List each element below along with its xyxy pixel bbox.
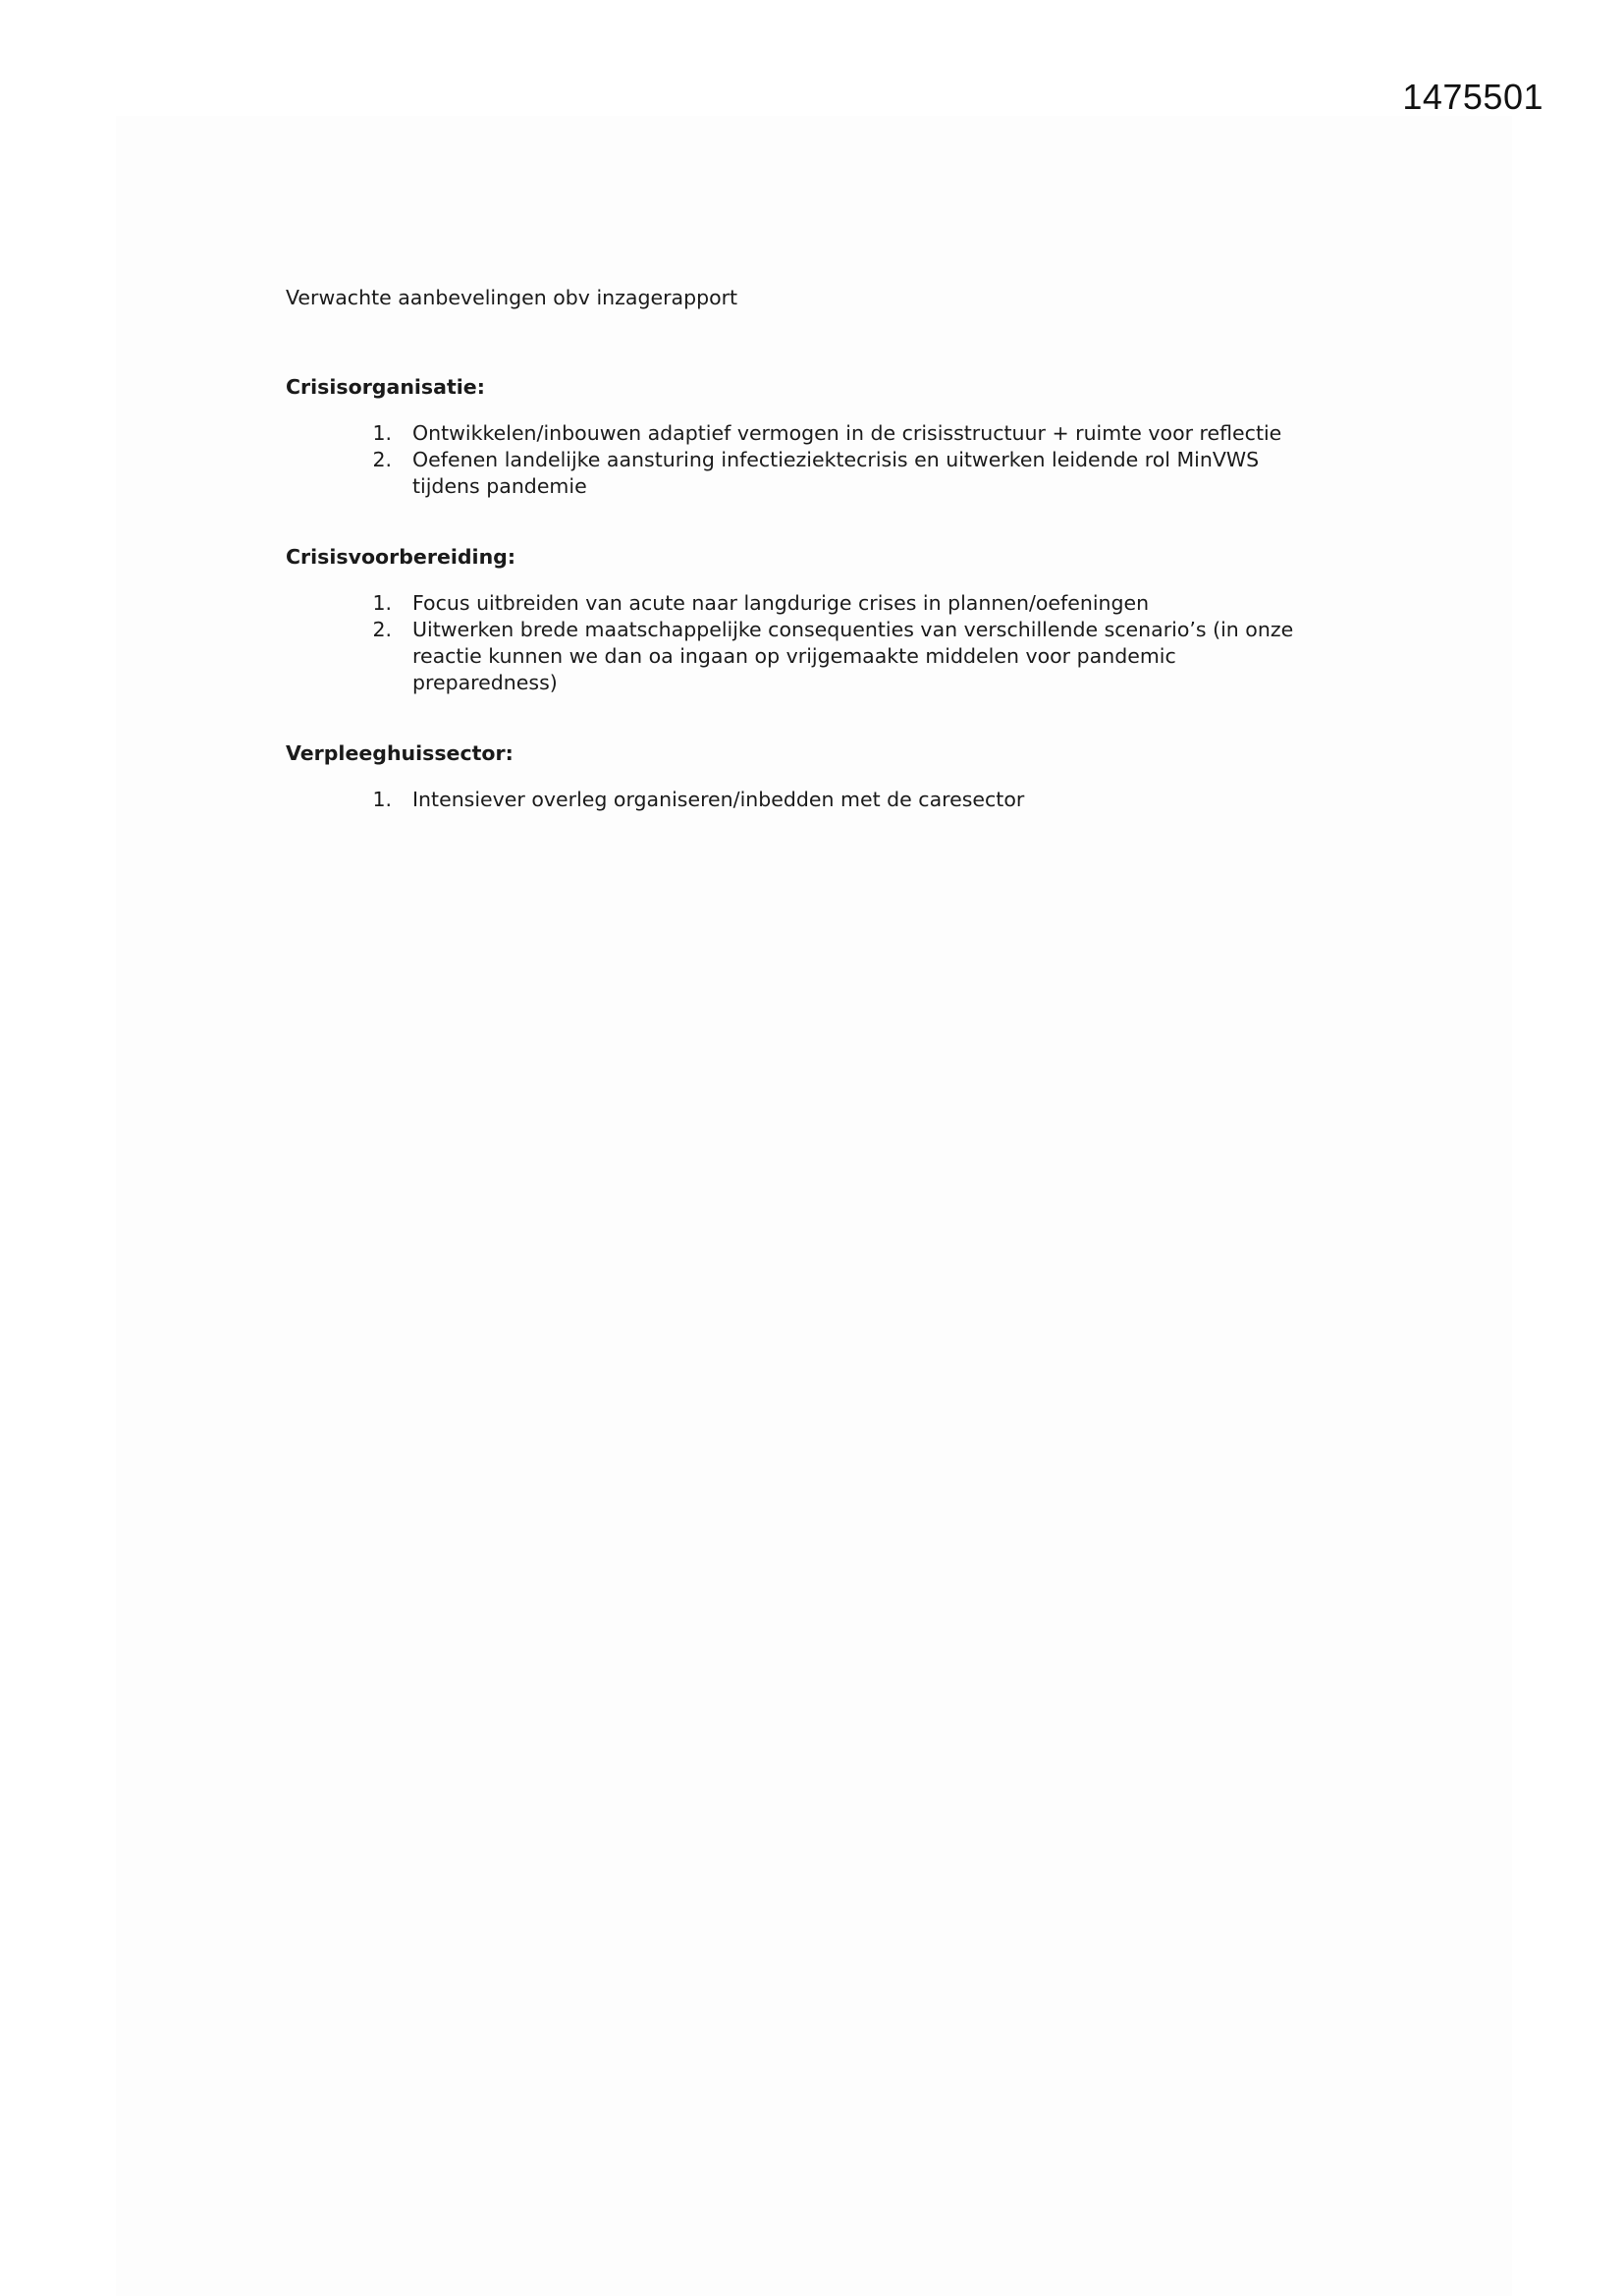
list-text [412,787,1366,813]
section-crisisvoorbereiding [286,544,1366,696]
text-line: Intensiever overleg organiseren/inbedden met de caresector [412,788,1025,811]
list-number: 1. [372,788,392,811]
text-line: reactie kunnen we dan oa ingaan op vrijgemaakte middelen voor pandemic [412,644,1176,668]
list-item [286,617,1366,696]
document-id: 1475501 [1402,77,1543,117]
intro-line: Verwachte aanbevelingen obv inzagerapport [286,286,738,309]
recommendation-list [286,787,1366,813]
recommendation-list [286,420,1366,500]
list-number: 1. [372,591,392,615]
list-number: 2. [372,448,392,471]
list-item [286,787,1366,813]
text-line: preparedness) [412,671,558,694]
section-heading: Verpleeghuissector: [286,741,514,765]
list-item [286,420,1366,447]
section-crisisorganisatie [286,374,1366,500]
section-verpleeghuissector [286,740,1366,813]
section-heading: Crisisvoorbereiding: [286,545,516,569]
list-text [412,447,1366,500]
text-line: Focus uitbreiden van acute naar langdurige crises in plannen/oefeningen [412,591,1150,615]
list-item [286,447,1366,500]
text-line: Uitwerken brede maatschappelijke consequenties van verschillende scenario’s (in onze [412,618,1294,641]
list-text [412,590,1366,617]
list-number: 1. [372,421,392,445]
section-heading: Crisisorganisatie: [286,375,485,399]
recommendation-list [286,590,1366,696]
list-item [286,590,1366,617]
list-text [412,420,1366,447]
list-text [412,617,1366,696]
text-line: Ontwikkelen/inbouwen adaptief vermogen in de crisisstructuur + ruimte voor reflectie [412,421,1282,445]
document-body [286,285,1366,857]
text-line: Oefenen landelijke aansturing infectieziektecrisis en uitwerken leidende rol MinVWS [412,448,1260,471]
text-line: tijdens pandemie [412,474,587,498]
list-number: 2. [372,618,392,641]
